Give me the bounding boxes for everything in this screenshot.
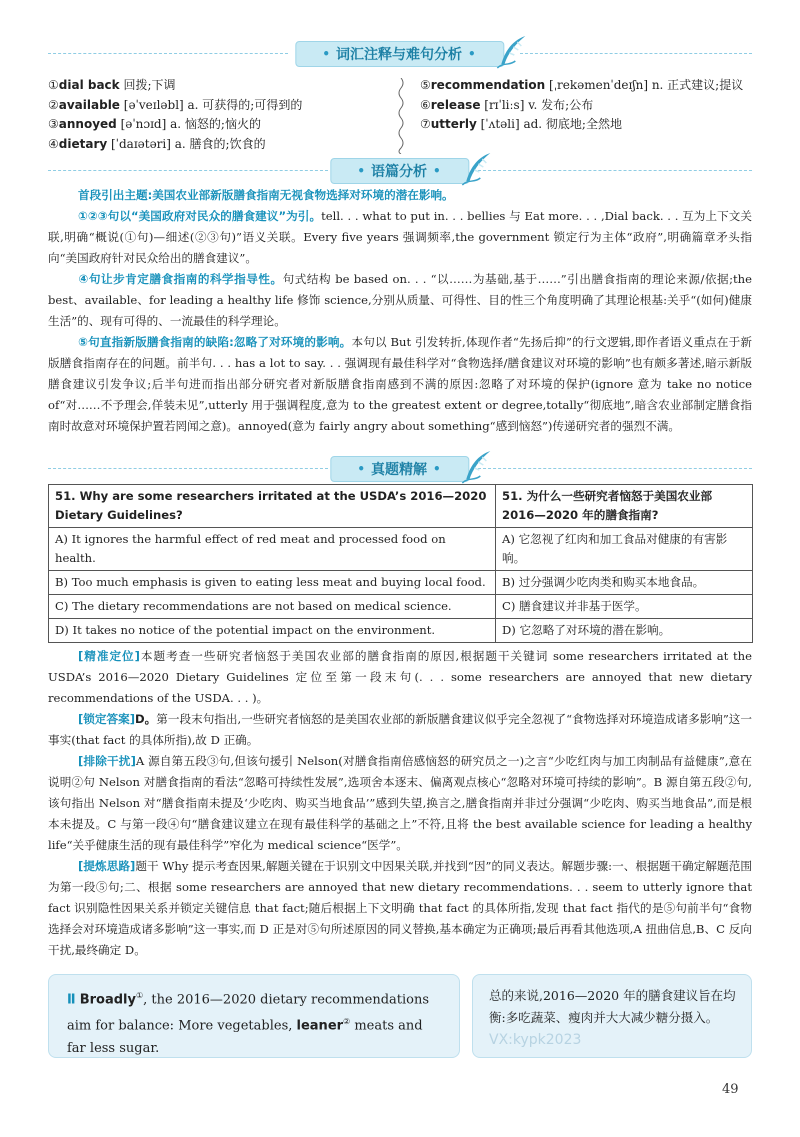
vocab-list-right: [420, 76, 743, 135]
explain-approach: [提炼思路]题干 Why 提示考查因果,解题关键在于识别文中因果关联,并找到“因”的同义表达。解题步骤:一、根据题干确定解题范围为第一段⑤句;二、根据 some researchers are annoyed that new dietary recommendations. . . seem to utterly ignore that fact 识别隐性因果关系并锁定关键信息 that fact;随后根据上下文明确 that fact 的具体所指,发现 that fact 指代的是⑤句前半句“食物选择会对环境造成诸多影响”这一事实,而 D 正是对⑤句所述原因的同义替换,基本确定为正确项;最后再看其他选项,A 扭曲信息,B、C 反向干扰,最终确定 D。: [48, 859, 752, 957]
table-row: [49, 571, 753, 595]
section-header-vocab: • 词汇注释与难句分析 •: [0, 40, 800, 68]
page-number: 49: [722, 1082, 739, 1097]
quill-pen-icon: [461, 151, 495, 187]
option-zh: B) 过分强调少吃肉类和购买本地食品。: [496, 571, 753, 595]
question-table: [48, 484, 753, 643]
table-row: [49, 619, 753, 643]
section-title: 语篇分析: [371, 164, 427, 180]
section-title: 词汇注释与难句分析: [336, 47, 462, 63]
explain-locate: [精准定位]本题考查一些研究者恼怒于美国农业部的膳食指南的原因,根据题干关键词 some researchers irritated at the USDA’s 2016—2020 Dietary Guidelines 定位至第一段末句(. . . some researchers are annoyed that new dietary recommendations of the USDA. . . )。: [48, 649, 753, 705]
question-stem-en: 51. Why are some researchers irritated at the USDA’s 2016—2020 Dietary Guidelines?: [49, 485, 496, 528]
option-zh: D) 它忽略了对环境的潜在影响。: [496, 619, 753, 643]
explain-answer: [锁定答案]D。第一段末句指出,一些研究者恼怒的是美国农业部的新版膳食建议似乎完全忽视了“食物选择对环境造成诸多影响”这一事实(that fact 的具体所指),故 D 正确。: [48, 712, 753, 747]
vocab-item: ①dial back 回拨;下调: [48, 78, 176, 92]
option-en: C) The dietary recommendations are not based on medical science.: [49, 595, 496, 619]
explain-distractors: [排除干扰]A 源自第五段③句,但该句援引 Nelson(对膳食指南倍感恼怒的研究员之一)之言“少吃红肉与加工肉制品有益健康”,意在说明②句 Nelson 对膳食指南的看法“忽略可持续性发展”,选项舍本逐末、偏离观点核心“忽略对环境可持续的影响”。B 源自第五段②句,该句指出 Nelson 对“膳食指南未提及‘少吃肉、购买当地食品’”感到失望,换言之,膳食指南并非过分强调“少吃肉、购买当地食品”,而是根本未提及。C 与第一段④句“膳食建议建立在现有最佳科学的基础之上”不符,且将 the best available science for leading a healthy life“关乎健康生活的现有最佳科学”窄化为 medical science“医学”。: [48, 754, 752, 852]
table-row: [49, 528, 753, 571]
table-row: [49, 595, 753, 619]
analysis-intro: 首段引出主题:美国农业部新版膳食指南无视食物选择对环境的潜在影响。: [78, 188, 454, 202]
vocab-item: ⑥release [rɪˈliːs] v. 发布;公布: [420, 97, 594, 112]
vocab-item: ③annoyed [əˈnɔɪd] a. 恼怒的;恼火的: [48, 117, 261, 131]
analysis-paragraph: ①②③句以“美国政府对民众的膳食建议”为引。tell. . . what to put in. . . bellies 与 Eat more. . . ,Dial back. . . 互为上下文关联,明确“概说(①句)—细述(②③句)”语义关联。Every five years 强调频率,the government 锁定行为主体“政府”,明确篇章矛头指向“美国政府针对民众给出的膳食建议”。: [48, 209, 752, 265]
section-title: 真题精解: [371, 462, 427, 478]
option-zh: A) 它忽视了红肉和加工食品对健康的有害影响。: [496, 528, 753, 571]
option-zh: C) 膳食建议并非基于医学。: [496, 595, 753, 619]
vocab-item: ④dietary [ˈdaɪətəri] a. 膳食的;饮食的: [48, 136, 266, 151]
vocab-item: ⑤recommendation [ˌrekəmenˈdeɪʃn] n. 正式建议;提议: [420, 78, 744, 92]
vocab-item: ②available [əˈveɪləbl] a. 可获得的;可得到的: [48, 97, 303, 112]
summary-translation-box: 总的来说,2016—2020 年的膳食建议旨在均衡:多吃蔬菜、瘦肉并大大减少糖分摄入。 VX:kypk2023: [472, 974, 752, 1058]
option-en: A) It ignores the harmful effect of red meat and processed food on health.: [49, 528, 496, 571]
analysis-paragraph: ⑤句直指新版膳食指南的缺陷:忽略了对环境的影响。本句以 But 引发转折,体现作者“先扬后抑”的行文逻辑,即作者语义重点在于新版膳食指南存在的问题。前半句. . . has a lot to say. . . 强调现有最佳科学对“食物选择/膳食建议对环境的影响”也有颇多著述,暗示新版膳食建议引发争议;后半句进而指出部分研究者对新版膳食指南感到不满的原因:忽略了对环境的保护(ignore 意为 take no notice of“对……不予理会,佯装未见”,utterly 用于强调程度,意为 to the greatest extent or degree,totally“彻底地”,暗含农业部制定膳食指南时故意对环境保护置若罔闻之意)。annoyed(意为 fairly angry about something“感到恼怒”)传递研究者的强烈不满。: [48, 335, 752, 433]
section-header-practice: • 真题精解 •: [0, 455, 800, 483]
vocab-item: ⑦utterly [ˈʌtəli] ad. 彻底地;全然地: [420, 117, 622, 131]
summary-sentence-box: Ⅱ Broadly①, the 2016—2020 dietary recommendations aim for balance: More vegetables, leaner② meats and far less sugar.: [48, 974, 460, 1058]
quill-pen-icon: [461, 449, 495, 485]
quill-pen-icon: [496, 34, 530, 70]
question-stem-zh: 51. 为什么一些研究者恼怒于美国农业部 2016—2020 年的膳食指南?: [496, 485, 753, 528]
watermark: VX:kypk2023: [489, 1032, 582, 1048]
option-en: B) Too much emphasis is given to eating less meat and buying local food.: [49, 571, 496, 595]
section-header-analysis: • 语篇分析 •: [0, 157, 800, 185]
table-row: [49, 485, 753, 528]
option-en: D) It takes no notice of the potential impact on the environment.: [49, 619, 496, 643]
vocab-list-left: [48, 76, 302, 154]
wavy-divider: [397, 78, 405, 154]
analysis-paragraph: ④句让步肯定膳食指南的科学指导性。句式结构 be based on. . . “以……为基础,基于……”引出膳食指南的理论来源/依据;the best、available、for leading a healthy life 修饰 science,分别从质量、可得性、目的性三个角度明确了其理论根基:关乎“(如何)健康生活”的、现有可得的、一流最佳的科学理论。: [48, 272, 752, 328]
